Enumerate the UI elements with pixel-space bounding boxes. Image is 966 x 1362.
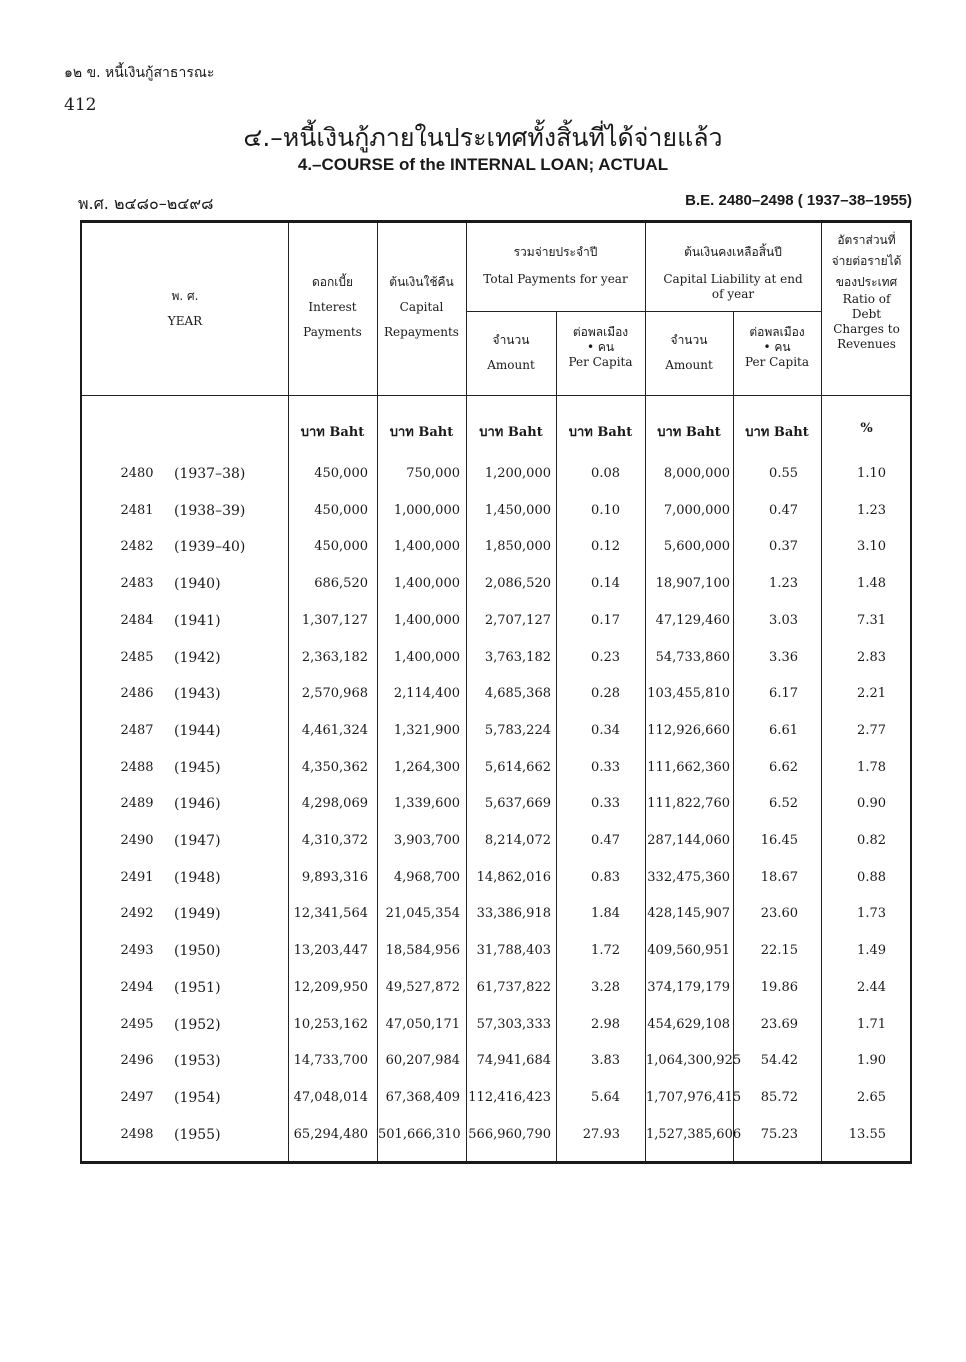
table-row: 2493 (1950) 13,203,447 18,584,956 31,788,403 1.72 409,560,951 22.15 1.49 <box>120 943 886 960</box>
table-row: 2480 (1937–38) 450,000 750,000 1,200,000 0.08 8,000,000 0.55 1.10 <box>120 466 886 482</box>
table-row: 2490 (1947) 4,310,372 3,903,700 8,214,072 0.47 287,144,060 16.45 0.82 <box>120 833 886 849</box>
table-row: 2497 (1954) 47,048,014 67,368,409 112,416,423 5.64 1,707,976,415 85.72 2.65 <box>120 1089 886 1106</box>
title-english: 4.–COURSE of the INTERNAL LOAN; ACTUAL <box>297 155 669 174</box>
header-liability-amount: จำนวน Amount <box>665 333 713 372</box>
unit-baht: บาท Baht <box>745 425 809 440</box>
period-thai: พ.ศ. ๒๔๘๐–๒๔๙๘ <box>78 194 214 213</box>
header-interest: ดอกเบี้ย Interest Payments <box>303 275 362 339</box>
unit-baht: บาท Baht <box>389 425 454 440</box>
header-capital-liability: ต้นเงินคงเหลือสิ้นปี Capital Liability at end of year <box>663 245 803 301</box>
table-row: 2487 (1944) 4,461,324 1,321,900 5,783,224 0.34 112,926,660 6.61 2.77 <box>120 722 886 739</box>
header-liability-per-capita: ต่อพลเมือง • คน Per Capita <box>744 325 810 369</box>
table-row: 2495 (1952) 10,253,162 47,050,171 57,303,333 2.98 454,629,108 23.69 1.71 <box>120 1016 886 1033</box>
title-thai: ๔.–หนี้เงินกู้ภายในประเทศทั้งสิ้นที่ได้จ่ายแล้ว <box>243 123 723 152</box>
page-number: 412 <box>64 95 97 115</box>
unit-baht: บาท Baht <box>568 425 633 440</box>
header-total-amount: จำนวน Amount <box>487 333 535 372</box>
header-ratio: อัตราส่วนที่ จ่ายต่อรายได้ ของประเทศ Ratio of Debt Charges to Revenues <box>831 233 902 351</box>
header-divider <box>82 395 910 396</box>
table-row: 2491 (1948) 9,893,316 4,968,700 14,862,016 0.83 332,475,360 18.67 0.88 <box>120 869 886 886</box>
header-total-per-capita: ต่อพลเมือง • คน Per Capita <box>568 325 633 369</box>
group-divider <box>466 311 645 312</box>
table-row: 2485 (1942) 2,363,182 1,400,000 3,763,182 0.23 54,733,860 3.36 2.83 <box>120 649 886 666</box>
table-row: 2488 (1945) 4,350,362 1,264,300 5,614,662 0.33 111,662,360 6.62 1.78 <box>120 759 886 776</box>
table-row: 2482 (1939–40) 450,000 1,400,000 1,850,000 0.12 5,600,000 0.37 3.10 <box>120 539 886 556</box>
table-row: 2492 (1949) 12,341,564 21,045,354 33,386,918 1.84 428,145,907 23.60 1.73 <box>120 906 886 923</box>
header-year: พ. ศ. YEAR <box>167 289 203 328</box>
section-label: ๑๒ ข. หนี้เงินกู้สาธารณะ <box>64 65 215 81</box>
period-english: B.E. 2480–2498 ( 1937–38–1955) <box>685 192 912 209</box>
table-row: 2498 (1955) 65,294,480 501,666,310 566,960,790 27.93 1,527,385,606 75.23 13.55 <box>120 1126 886 1143</box>
table-row: 2494 (1951) 12,209,950 49,527,872 61,737,822 3.28 374,179,179 19.86 2.44 <box>120 979 886 996</box>
table-row: 2483 (1940) 686,520 1,400,000 2,086,520 0.14 18,907,100 1.23 1.48 <box>120 576 886 593</box>
internal-loan-table <box>80 220 912 1164</box>
table-row: 2489 (1946) 4,298,069 1,339,600 5,637,669 0.33 111,822,760 6.52 0.90 <box>120 796 886 813</box>
group-divider <box>645 311 821 312</box>
unit-baht: บาท Baht <box>479 425 543 440</box>
unit-baht: บาท Baht <box>657 425 721 440</box>
header-total-payments: รวมจ่ายประจำปี Total Payments for year <box>483 245 628 286</box>
unit-baht: บาท Baht <box>300 425 365 440</box>
header-capital: ต้นเงินใช้คืน Capital Repayments <box>384 275 459 339</box>
table-row: 2484 (1941) 1,307,127 1,400,000 2,707,127 0.17 47,129,460 3.03 7.31 <box>120 612 886 629</box>
table-row: 2481 (1938–39) 450,000 1,000,000 1,450,000 0.10 7,000,000 0.47 1.23 <box>120 502 886 519</box>
table-row: 2496 (1953) 14,733,700 60,207,984 74,941,684 3.83 1,064,300,925 54.42 1.90 <box>120 1053 886 1070</box>
unit-percent: % <box>860 421 873 436</box>
table-row: 2486 (1943) 2,570,968 2,114,400 4,685,368 0.28 103,455,810 6.17 2.21 <box>120 686 886 703</box>
